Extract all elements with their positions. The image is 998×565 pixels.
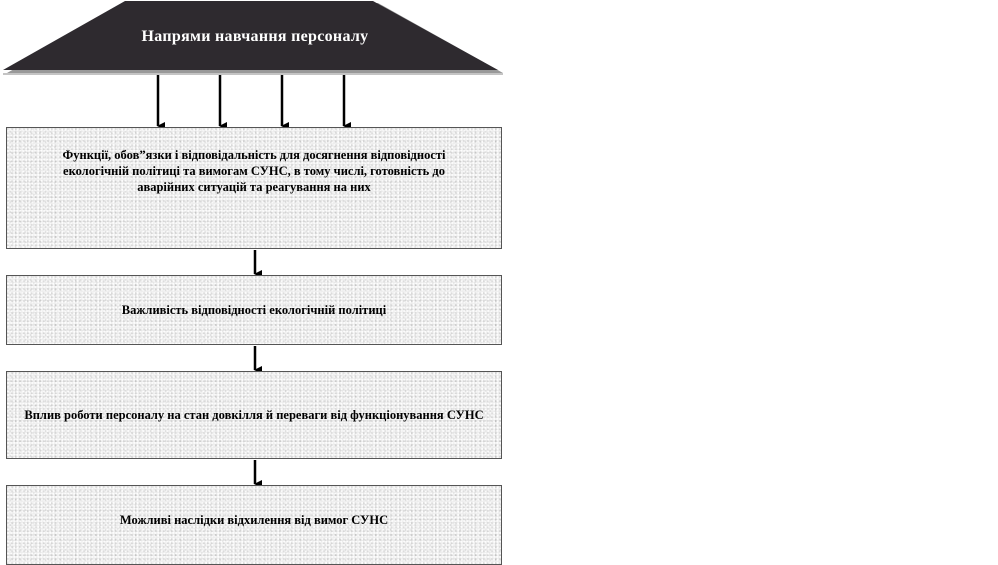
- box-2-text: Важливість відповідності екологічній політиці: [121, 303, 387, 317]
- training-direction-box-2: [6, 275, 502, 345]
- training-direction-box-4: [6, 485, 502, 565]
- box-4-text: Можливі наслідки відхилення від вимог СУНС: [119, 513, 389, 527]
- header-title: Напрями навчання персоналу: [141, 28, 369, 45]
- training-direction-box-1: [6, 127, 502, 249]
- training-direction-box-3: [6, 371, 502, 459]
- box-1-text: Функції, обов”язки і відповідальність для досягнення відповідності екологічній політиці та вимогам СУНС, в тому числі, готовність до аварійних ситуацій та реагування на них: [62, 148, 446, 194]
- box-3-text: Вплив роботи персоналу на стан довкілля й переваги від функціонування СУНС: [24, 408, 484, 422]
